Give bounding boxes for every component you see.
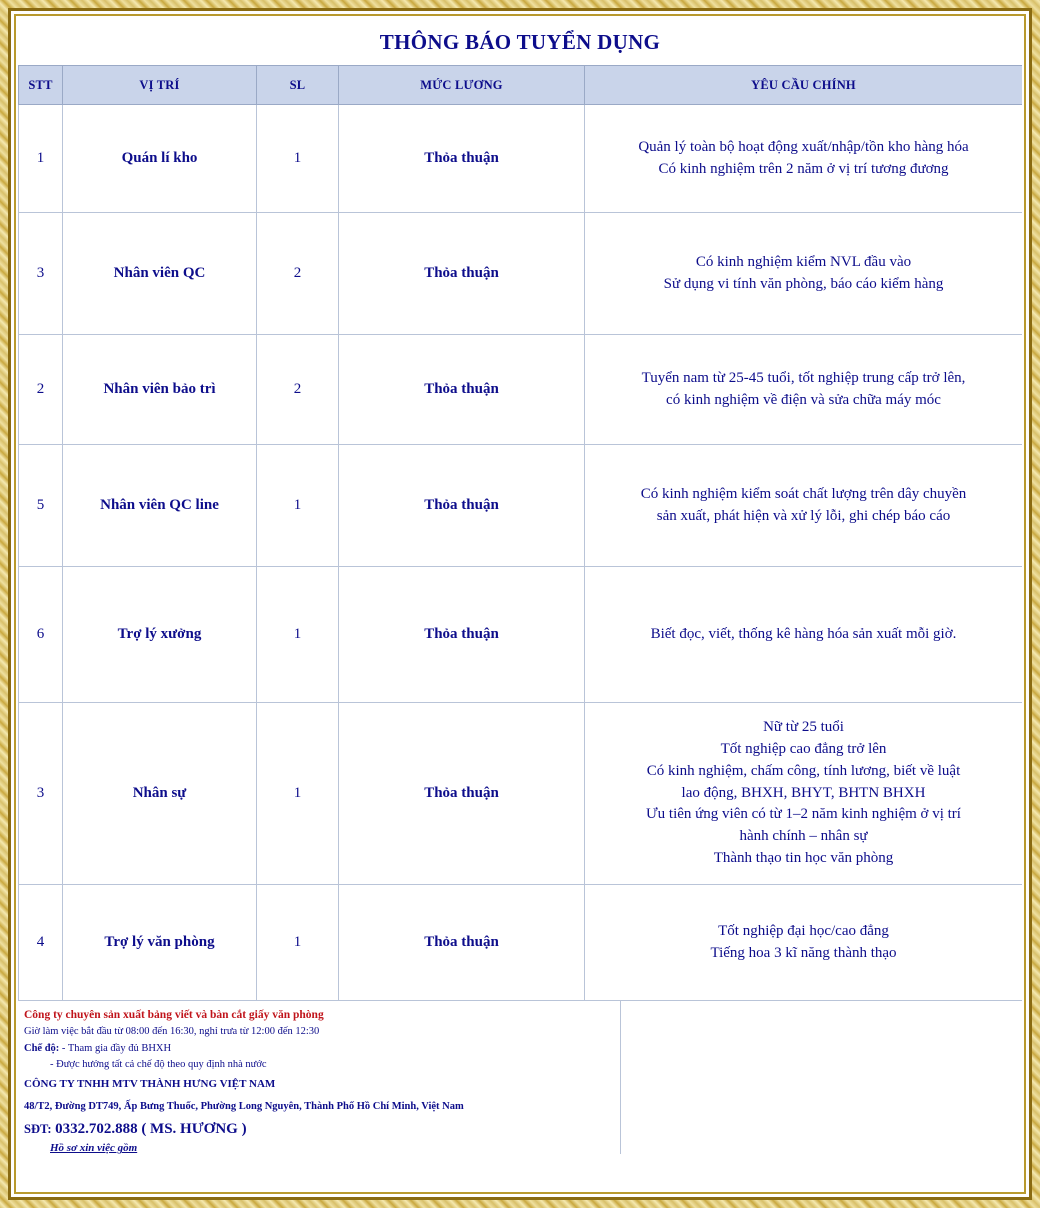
column-header-position: VỊ TRÍ [63, 66, 257, 105]
table-row [19, 105, 1023, 213]
document-sheet [18, 18, 1022, 1190]
cell-salary: Thỏa thuận [339, 335, 585, 445]
footer-content [18, 1001, 1022, 1154]
footer-phone [24, 1115, 1022, 1138]
cell-position: Nhân viên QC line [63, 445, 257, 567]
page-title: THÔNG BÁO TUYỂN DỤNG [379, 30, 661, 54]
table-header-row [19, 66, 1023, 105]
requirement-line: Tốt nghiệp cao đẳng trở lên [720, 741, 887, 758]
footer-business-line: Công ty chuyên sản xuất bảng viết và bàn cắt giấy văn phòng [24, 1009, 324, 1021]
table-header [19, 66, 1023, 105]
cell-position: Quán lí kho [63, 105, 257, 213]
requirement-line: Nữ từ 25 tuổi [763, 719, 844, 736]
requirement-line: Biết đọc, viết, thống kê hàng hóa sản xuất mỗi giờ. [650, 625, 957, 642]
footer-benefit-2: - Được hưởng tất cả chế độ theo quy định nhà nước [50, 1058, 267, 1070]
footer-phone-number[interactable]: 0332.702.888 ( MS. HƯƠNG ) [55, 1121, 247, 1138]
footer-working-hours: Giờ làm việc bắt đầu từ 08:00 đến 16:30, nghỉ trưa từ 12:00 đến 12:30 [24, 1026, 320, 1038]
cell-stt: 2 [19, 335, 63, 445]
cell-stt: 5 [19, 445, 63, 567]
cell-quantity: 1 [257, 885, 339, 1001]
cell-stt: 1 [19, 105, 63, 213]
cell-requirements [585, 703, 1023, 885]
requirement-line: Có kinh nghiệm kiểm soát chất lượng trên dây chuyền [640, 485, 967, 502]
cell-salary: Thỏa thuận [339, 213, 585, 335]
requirement-line: lao động, BHXH, BHYT, BHTN BHXH [681, 784, 926, 801]
column-header-requirements: YÊU CẦU CHÍNH [585, 66, 1023, 105]
cell-stt: 4 [19, 885, 63, 1001]
requirement-line: Sử dụng vi tính văn phòng, báo cáo kiểm hàng [663, 275, 944, 292]
requirement-line: sản xuất, phát hiện và xử lý lỗi, ghi chép báo cáo [656, 507, 951, 524]
cell-quantity: 2 [257, 335, 339, 445]
cell-stt: 3 [19, 703, 63, 885]
requirement-line: Tốt nghiệp đại học/cao đẳng [718, 922, 889, 939]
cell-stt: 3 [19, 213, 63, 335]
table-row [19, 213, 1023, 335]
cell-stt: 6 [19, 567, 63, 703]
cell-requirements [585, 105, 1023, 213]
footer-benefit-1: - Tham gia đầy đủ BHXH [61, 1042, 172, 1054]
footer-section [18, 1001, 1022, 1154]
table-row [19, 567, 1023, 703]
column-header-stt: STT [19, 66, 63, 105]
column-header-salary: MỨC LƯƠNG [339, 66, 585, 105]
table-row [19, 335, 1023, 445]
requirement-line: Có kinh nghiệm trên 2 năm ở vị trí tương đương [658, 160, 949, 177]
cell-salary: Thỏa thuận [339, 567, 585, 703]
cell-position: Trợ lý văn phòng [63, 885, 257, 1001]
column-header-quantity: SL [257, 66, 339, 105]
footer-phone-label: SĐT: [24, 1122, 52, 1137]
requirement-line: hành chính – nhân sự [739, 828, 868, 845]
requirement-line: Có kinh nghiệm, chấm công, tính lương, biết về luật [646, 762, 961, 779]
footer-benefits-label: Chế độ: [24, 1042, 60, 1054]
cell-position: Nhân viên QC [63, 213, 257, 335]
footer-company-name: CÔNG TY TNHH MTV THÀNH HƯNG VIỆT NAM [24, 1078, 276, 1091]
cell-salary: Thỏa thuận [339, 703, 585, 885]
cell-quantity: 2 [257, 213, 339, 335]
cell-requirements [585, 335, 1023, 445]
cell-requirements [585, 213, 1023, 335]
cell-requirements [585, 567, 1023, 703]
cell-requirements [585, 885, 1023, 1001]
footer-address: 48/T2, Đường DT749, Ấp Bưng Thuốc, Phường Long Nguyên, Thành Phố Hồ Chí Minh, Việt Nam [24, 1100, 464, 1112]
cell-requirements [585, 445, 1023, 567]
requirement-line: có kinh nghiệm về điện và sửa chữa máy móc [666, 391, 941, 408]
cell-position: Nhân viên bảo trì [63, 335, 257, 445]
table-body [19, 105, 1023, 1001]
table-row [19, 885, 1023, 1001]
cell-salary: Thỏa thuận [339, 885, 585, 1001]
footer-benefits [24, 1041, 1022, 1057]
table-row [19, 703, 1023, 885]
cell-position: Trợ lý xưởng [63, 567, 257, 703]
job-listing-table [18, 65, 1022, 1001]
cell-quantity: 1 [257, 105, 339, 213]
cell-quantity: 1 [257, 445, 339, 567]
cell-salary: Thỏa thuận [339, 445, 585, 567]
requirement-line: Thành thạo tin học văn phòng [713, 849, 894, 866]
requirement-line: Quản lý toàn bộ hoạt động xuất/nhập/tồn kho hàng hóa [638, 138, 969, 155]
table-row [19, 445, 1023, 567]
requirement-line: Ưu tiên ứng viên có từ 1–2 năm kinh nghiệm ở vị trí [646, 806, 961, 823]
requirement-line: Tuyển nam từ 25-45 tuổi, tốt nghiệp trung cấp trở lên, [641, 369, 966, 386]
cell-quantity: 1 [257, 703, 339, 885]
cell-quantity: 1 [257, 567, 339, 703]
footer-documents-note: Hồ sơ xin việc gồm [50, 1142, 138, 1155]
cell-position: Nhân sự [63, 703, 257, 885]
requirement-line: Có kinh nghiệm kiểm NVL đầu vào [695, 253, 912, 270]
cell-salary: Thỏa thuận [339, 105, 585, 213]
requirement-line: Tiếng hoa 3 kĩ năng thành thạo [710, 944, 897, 961]
footer-column-divider [620, 1001, 621, 1154]
